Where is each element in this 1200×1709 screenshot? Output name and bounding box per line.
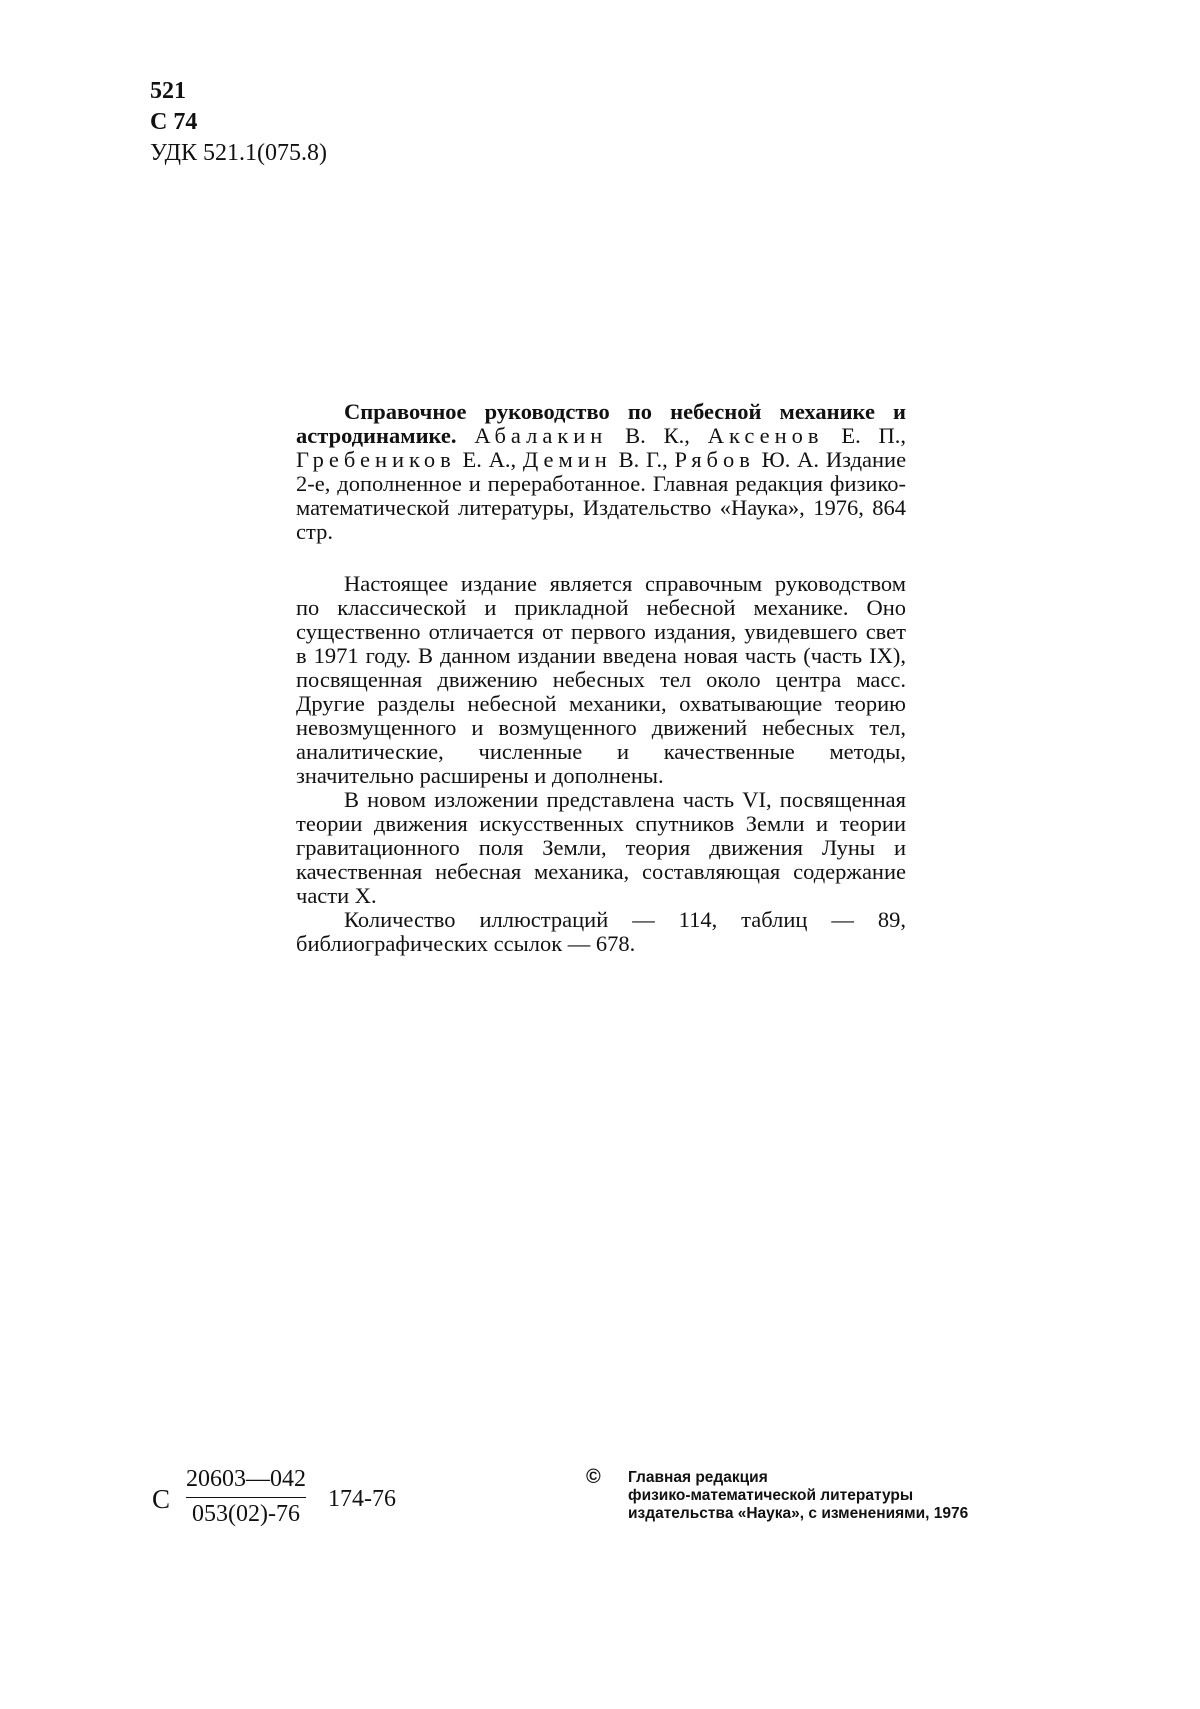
- index-fraction: [186, 1466, 306, 1528]
- class-code: 521: [150, 78, 186, 104]
- publication-index: [150, 1466, 470, 1536]
- book-title: Справочное руководство по небесной механике и астродинамике.: [296, 399, 906, 448]
- author-initials-5: Ю. А.: [761, 447, 820, 472]
- abstract-paragraph-3: Количество иллюстраций — 114, таблиц — 89, библиографических ссылок — 678.: [296, 907, 906, 956]
- index-suffix: 174-76: [328, 1486, 396, 1512]
- author-name-2: Аксенов: [707, 423, 824, 448]
- author-initials-4: В. Г.,: [618, 447, 668, 472]
- copyright-line-2: физико-математической литературы: [628, 1487, 914, 1504]
- author-name-5: Рябов: [674, 447, 755, 472]
- author-initials-3: Е. А.,: [462, 447, 517, 472]
- author-initials-1: В. К.,: [625, 423, 690, 448]
- index-letter: С: [152, 1484, 171, 1514]
- author-name-3: Гребеников: [296, 447, 456, 472]
- annotation-block: [296, 400, 906, 956]
- classification-block: [150, 76, 327, 169]
- imprint-details: Издание 2-е, дополненное и переработанное. Главная редакция физико-математической литературы, Издательство «Наука», 1976, 864 стр.: [296, 447, 907, 544]
- index-denominator: 053(02)-76: [192, 1501, 300, 1527]
- copyright-line-1: Главная редакция: [628, 1469, 768, 1486]
- copyright-text: [628, 1469, 1098, 1523]
- abstract-paragraph-2: В новом изложении представлена часть VI, посвященная теории движения искусственных спутников Земли и теории гравитационного поля Земли, теория движения Луны и качественная небесная механика, составляющая содержание части X.: [296, 787, 906, 908]
- copyright-line-3: издательства «Наука», с изменениями, 1976: [628, 1505, 969, 1522]
- index-numerator: 20603—042: [186, 1466, 306, 1498]
- author-initials-2: Е. П.,: [841, 423, 907, 448]
- udc-code: УДК 521.1(075.8): [150, 140, 327, 166]
- copyright-icon: ©: [586, 1466, 601, 1488]
- abstract-paragraph-1: Настоящее издание является справочным руководством по классической и прикладной небесной механике. Оно существенно отличается от первого издания, увидевшего свет в 1971 году. В данном издании введена новая часть (часть IX), посвященная движению небесных тел около центра масс. Другие разделы небесной механики, охватывающие теорию невозмущенного и возмущенного движений небесных тел, аналитические, численные и качественные методы, значительно расширены и дополнены.: [296, 571, 906, 788]
- author-name-4: Демин: [522, 447, 612, 472]
- author-name-1: Абалакин: [474, 423, 608, 448]
- bibliographic-description: [296, 400, 906, 544]
- author-mark: С 74: [150, 109, 198, 135]
